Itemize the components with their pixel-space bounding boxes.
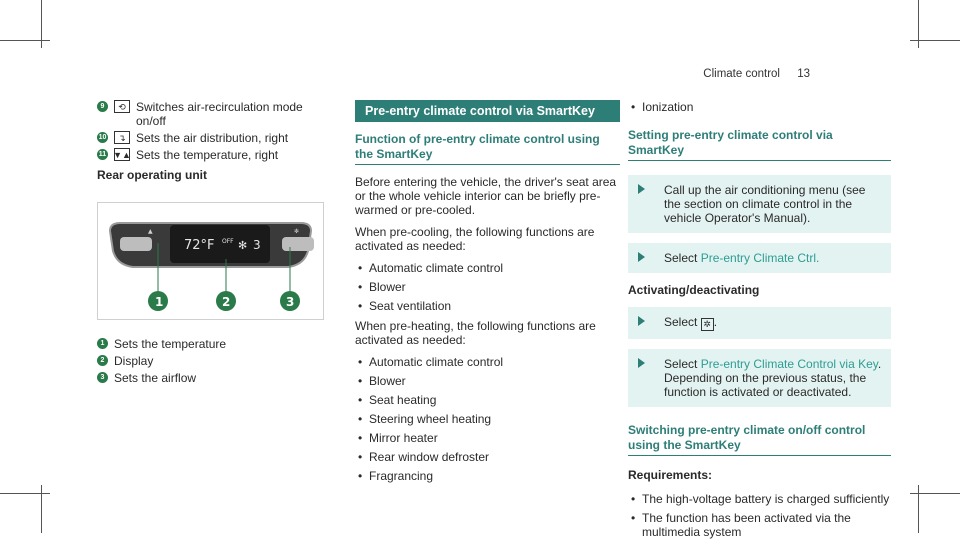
step-arrow-icon <box>638 316 645 326</box>
legend-item <box>97 148 322 162</box>
rear-operating-unit-figure <box>97 202 324 320</box>
list-item: • The high-voltage battery is charged sufficiently <box>628 492 891 506</box>
callout-number: 2 <box>222 295 231 309</box>
legend-text: Sets the air distribution, right <box>136 131 289 145</box>
step-box <box>628 349 891 407</box>
subsection-heading: Setting pre-entry climate control via SmartKey <box>628 128 891 161</box>
crop-mark <box>910 40 960 41</box>
legend-item <box>97 131 322 145</box>
legend-text: Sets the temperature <box>114 337 227 351</box>
list-item: • Automatic climate control <box>355 261 620 275</box>
callout-number: 3 <box>286 295 295 309</box>
step-box <box>628 307 891 339</box>
list-item: • Steering wheel heating <box>355 412 620 426</box>
legend-text: Sets the airflow <box>114 371 197 385</box>
callout-badge: 10 <box>97 132 108 143</box>
continued-list <box>628 100 891 114</box>
fan-icon: ✻ <box>238 239 248 252</box>
cooling-list <box>355 261 620 313</box>
callout-badge: 9 <box>97 101 108 112</box>
display-off: OFF <box>222 238 234 245</box>
callout-badge: 11 <box>97 149 108 160</box>
intro-paragraph: Before entering the vehicle, the driver's seat area or the whole vehicle interior can be briefly pre-warmed or pre-cooled. <box>355 175 617 217</box>
legend-item <box>97 371 322 385</box>
list-item: • Mirror heater <box>355 431 620 445</box>
legend-item <box>97 354 322 368</box>
list-item: • Automatic climate control <box>355 355 620 369</box>
menu-link-pre-entry-via-key[interactable]: Pre-entry Climate Control via Key <box>700 357 878 371</box>
step-prefix: Select <box>664 315 701 329</box>
list-item: • Blower <box>355 280 620 294</box>
airflow-roller[interactable] <box>282 237 314 251</box>
list-item: • Fragrancing <box>355 469 620 483</box>
column-middle <box>355 100 620 489</box>
callout-badge: 3 <box>97 372 108 383</box>
legend-item <box>97 337 322 351</box>
fan-small-icon: ✻ <box>294 228 300 235</box>
air-distribution-icon: ↴ <box>114 131 130 144</box>
callout-badge: 2 <box>97 355 108 366</box>
section-heading: Rear operating unit <box>97 168 208 182</box>
display-fan-level: 3 <box>253 238 261 252</box>
column-right <box>628 100 891 545</box>
menu-link-pre-entry-ctrl[interactable]: Pre-entry Climate Ctrl. <box>700 251 820 265</box>
step-suffix: . <box>713 315 718 329</box>
column-left <box>97 100 322 388</box>
page-header <box>703 68 810 80</box>
step-prefix: Select <box>664 357 701 371</box>
step-arrow-icon <box>638 184 645 194</box>
list-item: • Ionization <box>628 100 891 114</box>
step-arrow-icon <box>638 252 645 262</box>
step-text: Call up the air conditioning menu (see the section on climate control in the vehicle Operator's Manual). <box>664 183 866 225</box>
heating-intro: When pre-heating, the following functions are activated as needed: <box>355 319 596 347</box>
callout-badge: 1 <box>97 338 108 349</box>
heating-list <box>355 355 620 483</box>
page-number: 13 <box>797 68 810 80</box>
requirements-label: Requirements: <box>628 468 713 482</box>
list-item: • Rear window defroster <box>355 450 620 464</box>
subheading: Activating/deactivating <box>628 283 760 297</box>
subsection-heading: Function of pre-entry climate control using the SmartKey <box>355 132 620 165</box>
list-item: • Seat ventilation <box>355 299 620 313</box>
section-title: Climate control <box>703 68 780 80</box>
crop-mark <box>910 493 960 494</box>
temperature-roller[interactable] <box>120 237 152 251</box>
list-item: • Seat heating <box>355 393 620 407</box>
cooling-intro: When pre-cooling, the following functions are activated as needed: <box>355 225 595 253</box>
legend-text: Display <box>114 354 154 368</box>
temperature-arrows-icon: ▼▲ <box>113 149 131 160</box>
subsection-heading: Switching pre-entry climate on/off control using the SmartKey <box>628 423 891 456</box>
legend-item <box>97 100 322 128</box>
rear-unit-illustration <box>98 203 323 319</box>
list-item: • Blower <box>355 374 620 388</box>
section-banner: Pre-entry climate control via SmartKey <box>355 100 620 122</box>
legend-text: Switches air-recirculation mode on/off <box>136 100 303 128</box>
crop-mark <box>0 493 50 494</box>
settings-gear-icon[interactable]: ✲ <box>701 318 714 331</box>
display-temperature: 72°F <box>184 238 215 253</box>
step-box <box>628 243 891 273</box>
requirements-list <box>628 492 891 539</box>
callout-number: 1 <box>155 295 164 309</box>
legend-text: Sets the temperature, right <box>136 148 279 162</box>
step-suffix: . Depending on the previous status, the function is activated or deactivated. <box>664 357 882 399</box>
crop-mark <box>0 40 50 41</box>
step-box <box>628 175 891 233</box>
temp-up-icon: ▲ <box>148 228 153 235</box>
list-item: • The function has been activated via the multimedia system <box>628 511 891 539</box>
step-prefix: Select <box>664 251 701 265</box>
step-arrow-icon <box>638 358 645 368</box>
recirculation-icon: ⟲ <box>114 100 130 113</box>
